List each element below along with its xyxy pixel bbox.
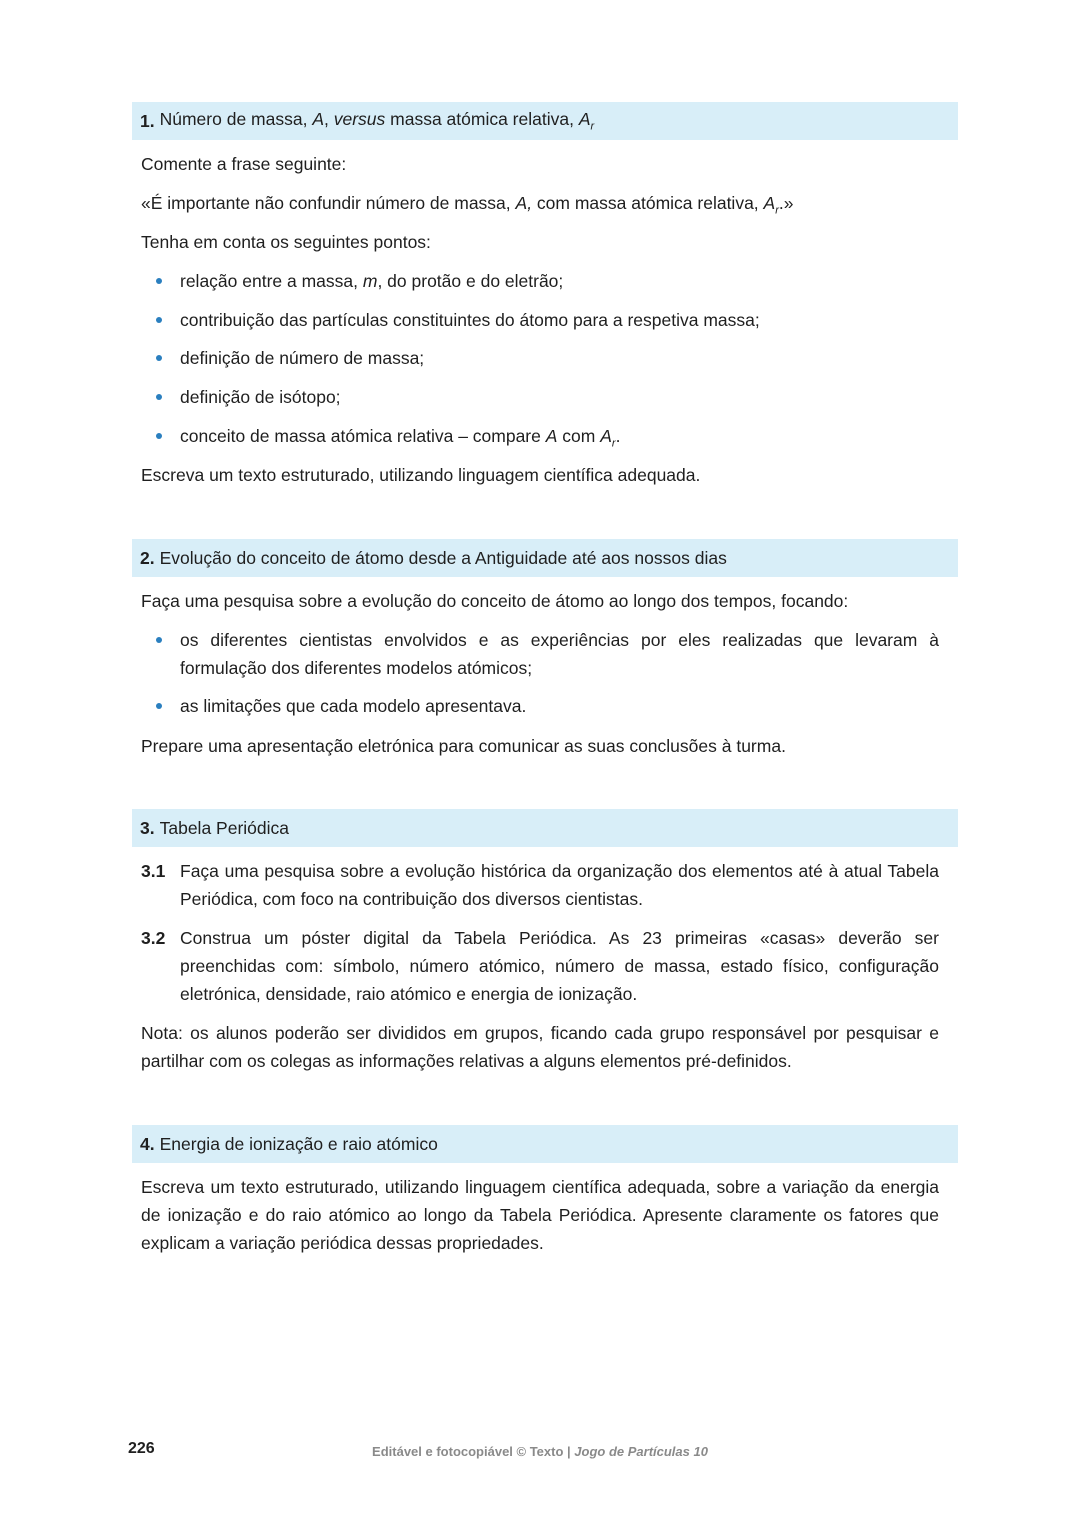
s2-intro: Faça uma pesquisa sobre a evolução do conceito de átomo ao longo dos tempos, focando: bbox=[141, 591, 849, 611]
s1-closing: Escreva um texto estruturado, utilizando linguagem científica adequada. bbox=[141, 465, 701, 485]
section-4-header bbox=[132, 1125, 958, 1163]
s3-note: Nota: os alunos poderão ser divididos em grupos, ficando cada grupo responsável por pesquisar e partilhar com os colegas as informações relativas a alguns elementos pré-definidos. bbox=[141, 1023, 939, 1071]
section-title: Energia de ionização e raio atómico bbox=[159, 1133, 438, 1154]
bullet-icon bbox=[156, 278, 162, 284]
s4-text: Escreva um texto estruturado, utilizando linguagem científica adequada, sobre a variação da energia de ionização e do raio atómico ao longo da Tabela Periódica. Apresente claramente os fatores que explicam a variação periódica dessas propriedades. bbox=[141, 1177, 939, 1253]
s1-intro: Comente a frase seguinte: bbox=[141, 154, 347, 174]
list-item: definição de número de massa; bbox=[141, 344, 939, 372]
section-number: 1. bbox=[140, 110, 155, 131]
section-2-header bbox=[132, 539, 958, 577]
item-number: 3.1 bbox=[141, 861, 166, 881]
numbered-item: 3.2 Construa um póster digital da Tabela Periódica. As 23 primeiras «casas» deverão ser preenchidas com: símbolo, número atómico, número de massa, estado físico, configuração eletrónica, densidade, raio atómico e energia de ionização. bbox=[141, 924, 939, 1008]
section-title: Número de massa, A, versus massa atómica relativa, $A_r$ bbox=[159, 109, 595, 133]
bullet-icon bbox=[156, 433, 162, 439]
section-1-header bbox=[132, 102, 958, 140]
list-item: definição de isótopo; bbox=[141, 383, 939, 411]
page-number: 226 bbox=[128, 1440, 155, 1457]
footer-credit: Editável e fotocopiável © Texto | Jogo de Partículas 10 bbox=[372, 1444, 708, 1459]
section-title: Tabela Periódica bbox=[159, 817, 289, 838]
section-number: 3. bbox=[140, 817, 155, 838]
s1-points-intro: Tenha em conta os seguintes pontos: bbox=[141, 232, 431, 252]
section-title: Evolução do conceito de átomo desde a Antiguidade até aos nossos dias bbox=[159, 547, 727, 568]
list-item: relação entre a massa, m, do protão e do eletrão; bbox=[141, 267, 939, 295]
list-item: os diferentes cientistas envolvidos e as experiências por eles realizadas que levaram à formulação dos diferentes modelos atómicos; bbox=[141, 626, 939, 682]
numbered-item: 3.1 Faça uma pesquisa sobre a evolução histórica da organização dos elementos até à atual Tabela Periódica, com foco na contribuição dos diversos cientistas. bbox=[141, 857, 939, 913]
s2-closing: Prepare uma apresentação eletrónica para comunicar as suas conclusões à turma. bbox=[141, 736, 786, 756]
bullet-icon bbox=[156, 637, 162, 643]
bullet-icon bbox=[156, 355, 162, 361]
list-item: contribuição das partículas constituintes do átomo para a respetiva massa; bbox=[141, 306, 939, 334]
bullet-icon bbox=[156, 317, 162, 323]
bullet-icon bbox=[156, 703, 162, 709]
item-number: 3.2 bbox=[141, 928, 166, 948]
section-3-header bbox=[132, 809, 958, 847]
section-number: 2. bbox=[140, 547, 155, 568]
s1-quote: «É importante não confundir número de massa, A, com massa atómica relativa, $A_r$.» bbox=[141, 193, 794, 217]
bullet-icon bbox=[156, 394, 162, 400]
list-item: as limitações que cada modelo apresentava. bbox=[141, 692, 939, 720]
section-number: 4. bbox=[140, 1133, 155, 1154]
list-item: conceito de massa atómica relativa – compare A com $A_r$. bbox=[141, 422, 939, 458]
